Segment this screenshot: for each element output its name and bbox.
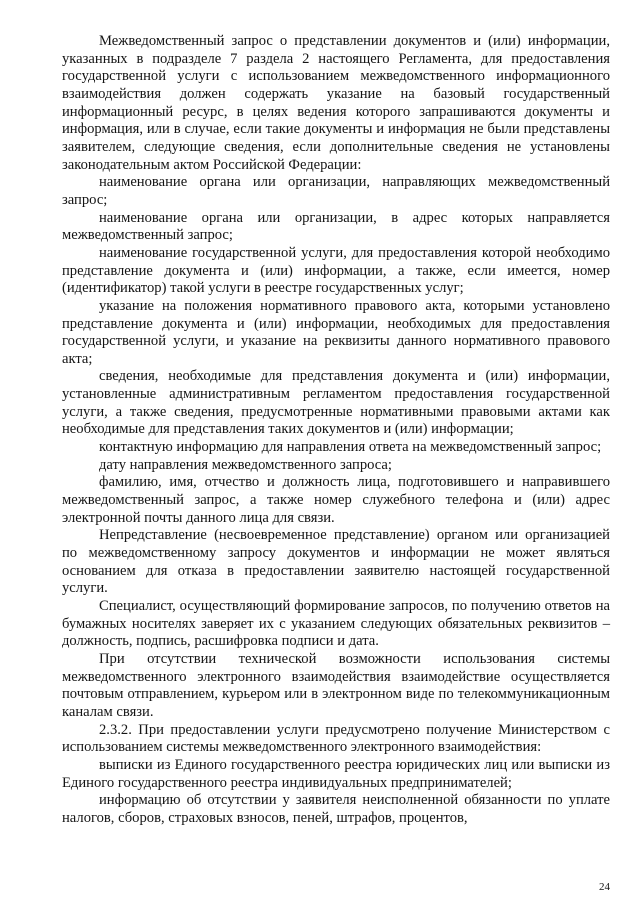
page-number: 24: [599, 881, 610, 893]
list-item-contact-info: контактную информацию для направления ответа на межведомственный запрос;: [99, 439, 602, 456]
paragraph-technical-absence: При отсутствии технической возможности использования системы межведомственного электронного взаимодействия взаимодействие осуществляется почтовым отправлением, курьером или в электронном виде по телекоммуникационным каналам связи.: [62, 650, 610, 720]
list-item-legal-act: указание на положения нормативного правового акта, которыми установлено представление документа и (или) информации, необходимых для предоставления государственной услуги, и указание на реквизиты данного нормативного правового акта;: [62, 297, 610, 367]
list-item-registry-extract: выписки из Единого государственного реестра юридических лиц или выписки из Единого государственного реестра индивидуальных предпринимателей;: [62, 756, 610, 791]
list-item-tax-obligation-info: информацию об отсутствии у заявителя неисполненной обязанности по уплате налогов, сборов, страховых взносов, пеней, штрафов, процентов,: [62, 792, 610, 826]
list-item-recipient-body: наименование органа или организации, в адрес которых направляется межведомственный запрос;: [62, 209, 610, 244]
list-item-responsible-person: фамилию, имя, отчество и должность лица, подготовившего и направившего межведомственный запрос, а также номер служебного телефона и (или) адрес электронной почты данного лица для связи.: [62, 474, 610, 526]
body-text: [62, 33, 610, 828]
list-item-required-details: сведения, необходимые для представления документа и (или) информации, установленные административным регламентом предоставления государственной услуги, а также сведения, предусмотренные нормативными правовыми актами как необходимые для представления таких документов и (или) информации;: [62, 368, 610, 438]
paragraph-non-submission: Непредставление (несвоевременное представление) органом или организацией по межведомственному запросу документов и информации не может являться основанием для отказа в предоставлении заявителю настоящей государственной услуги.: [62, 527, 610, 597]
paragraph-section-2-3-2: 2.3.2. При предоставлении услуги предусмотрено получение Министерством с использованием системы межведомственного электронного взаимодействия:: [62, 721, 610, 756]
paragraph-interagency-request-intro: Межведомственный запрос о представлении документов и (или) информации, указанных в подразделе 7 раздела 2 настоящего Регламента, для предоставления государственной услуги с использованием межведомственного информационного взаимодействия должен содержать указание на базовый государственный информационный ресурс, в целях ведения которого запрашиваются документы и информация, или в случае, если такие документы и информация не были представлены заявителем, следующие сведения, если дополнительные сведения не установлены законодательным актом Российской Федерации:: [62, 33, 610, 173]
list-item-service-name: наименование государственной услуги, для предоставления которой необходимо представление документа и (или) информации, а также, если имеется, номер (идентификатор) такой услуги в реестре государственных услуг;: [62, 244, 610, 297]
list-item-requesting-body: наименование органа или организации, направляющих межведомственный запрос;: [62, 174, 610, 208]
paragraph-specialist-certification: Специалист, осуществляющий формирование запросов, по получению ответов на бумажных носителях заверяет их с указанием следующих обязательных реквизитов – должность, подпись, расшифровка подписи и дата.: [62, 598, 610, 650]
list-item-request-date: дату направления межведомственного запроса;: [99, 456, 392, 473]
